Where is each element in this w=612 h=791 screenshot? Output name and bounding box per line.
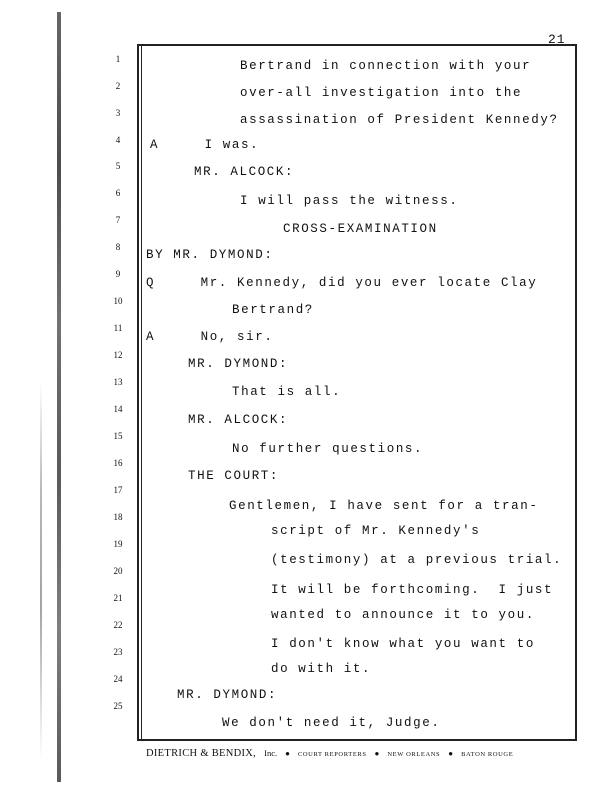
line-number: 12 [113, 350, 123, 360]
bullet-icon: ● [374, 749, 380, 758]
transcript-line: do with it. [271, 662, 372, 676]
transcript-frame-inner-rule [141, 44, 142, 741]
line-number: 9 [115, 269, 121, 279]
line-number: 8 [115, 242, 121, 252]
firm-name: DIETRICH & BENDIX, [146, 748, 257, 759]
line-number: 11 [113, 323, 123, 333]
footer-city-new-orleans: NEW ORLEANS [387, 751, 441, 758]
transcript-line: We don't need it, Judge. [222, 716, 441, 730]
page-number: 21 [548, 32, 566, 47]
line-number: 7 [115, 215, 121, 225]
scan-edge-mark-faint [40, 380, 42, 760]
line-number: 6 [115, 188, 121, 198]
transcript-line: THE COURT: [188, 469, 280, 483]
line-number: 14 [113, 404, 123, 414]
line-number: 10 [113, 296, 123, 306]
firm-inc: Inc. [264, 748, 278, 758]
transcript-line: I will pass the witness. [240, 194, 459, 208]
reporter-footer [146, 748, 566, 759]
scan-edge-mark [57, 12, 61, 782]
transcript-line: over-all investigation into the [240, 86, 523, 100]
line-number: 4 [115, 135, 121, 145]
transcript-line: script of Mr. Kennedy's [271, 524, 481, 538]
transcript-line: BY MR. DYMOND: [146, 248, 274, 262]
transcript-line: MR. ALCOCK: [188, 413, 289, 427]
transcript-line: It will be forthcoming. I just [271, 583, 554, 597]
line-number: 15 [113, 431, 123, 441]
bullet-icon: ● [285, 749, 290, 758]
transcript-line: CROSS-EXAMINATION [283, 222, 438, 236]
line-number: 16 [113, 458, 123, 468]
line-number: 1 [115, 54, 121, 64]
line-number: 25 [113, 701, 123, 711]
transcript-line: I don't know what you want to [271, 637, 535, 651]
line-number: 20 [113, 566, 123, 576]
line-number: 2 [115, 81, 121, 91]
transcript-line: Bertrand in connection with your [240, 59, 532, 73]
line-number: 13 [113, 377, 123, 387]
bullet-icon: ● [448, 749, 454, 758]
transcript-line: Gentlemen, I have sent for a tran- [229, 499, 539, 513]
transcript-line: That is all. [232, 385, 342, 399]
transcript-line: MR. DYMOND: [188, 357, 289, 371]
line-number: 24 [113, 674, 123, 684]
transcript-line: No further questions. [232, 442, 424, 456]
transcript-line: A No, sir. [146, 330, 274, 344]
transcript-line: (testimony) at a previous trial. [271, 553, 563, 567]
transcript-line: MR. ALCOCK: [194, 165, 295, 179]
transcript-line: Q Mr. Kennedy, did you ever locate Clay [146, 276, 538, 290]
footer-service: COURT REPORTERS [297, 751, 367, 758]
line-number: 22 [113, 620, 123, 630]
line-number: 5 [115, 161, 121, 171]
line-number: 21 [113, 593, 123, 603]
line-number: 3 [115, 108, 121, 118]
line-number: 23 [113, 647, 123, 657]
transcript-line: Bertrand? [232, 303, 314, 317]
transcript-line: wanted to announce it to you. [271, 608, 535, 622]
transcript-line: assassination of President Kennedy? [240, 113, 559, 127]
transcript-line: A I was. [150, 138, 260, 152]
footer-city-baton-rouge: BATON ROUGE [461, 751, 514, 758]
line-number: 18 [113, 512, 123, 522]
line-number: 17 [113, 485, 123, 495]
transcript-line: MR. DYMOND: [177, 688, 278, 702]
line-number: 19 [113, 539, 123, 549]
